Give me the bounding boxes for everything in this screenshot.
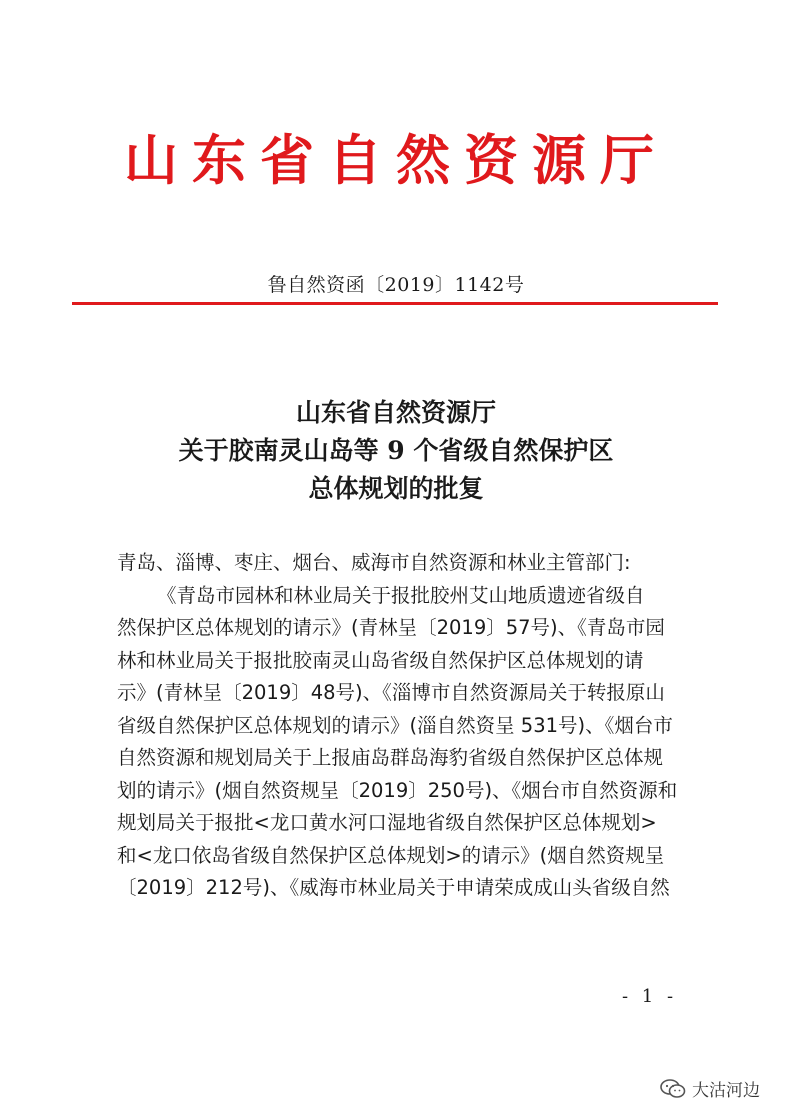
salutation: 青岛、淄博、枣庄、烟台、威海市自然资源和林业主管部门: (117, 551, 631, 574)
body-line: 林和林业局关于报批胶南灵山岛省级自然保护区总体规划的请 (117, 648, 644, 672)
title-line-2: 关于胶南灵山岛等 9 个省级自然保护区 (178, 436, 614, 465)
body-line: 《青岛市园林和林业局关于报批胶州艾山地质遗迹省级自 (157, 583, 645, 607)
page-number: - 1 - (622, 986, 678, 1007)
body-line: 规划局关于报批<龙口黄水河口湿地省级自然保护区总体规划> (117, 811, 657, 834)
body-line: 〔2019〕212号)、《威海市林业局关于申请荣成成山头省级自然 (117, 876, 670, 899)
wechat-icon (660, 1079, 686, 1099)
body-line: 自然资源和规划局关于上报庙岛群岛海豹省级自然保护区总体规 (117, 746, 664, 769)
org-header: 山东省自然资源厅 (124, 128, 668, 192)
red-divider (72, 302, 718, 305)
body-line: 然保护区总体规划的请示》(青林呈〔2019〕57号)、《青岛市园 (117, 616, 665, 639)
body-line: 和<龙口依岛省级自然保护区总体规划>的请示》(烟自然资规呈 (117, 843, 665, 867)
document-title (0, 394, 792, 508)
document-body (117, 547, 699, 905)
document-number: 鲁自然资函〔2019〕1142号 (267, 274, 525, 296)
watermark-text: 大沽河边 (692, 1081, 760, 1101)
watermark (660, 1076, 760, 1101)
title-line-1: 山东省自然资源厅 (295, 398, 496, 427)
body-line: 省级自然保护区总体规划的请示》(淄自然资呈 531号)、《烟台市 (117, 713, 673, 737)
body-line: 划的请示》(烟自然资规呈〔2019〕250号)、《烟台市自然资源和 (117, 778, 678, 802)
body-line: 示》(青林呈〔2019〕48号)、《淄博市自然资源局关于转报原山 (117, 681, 665, 704)
title-line-3: 总体规划的批复 (308, 474, 484, 503)
